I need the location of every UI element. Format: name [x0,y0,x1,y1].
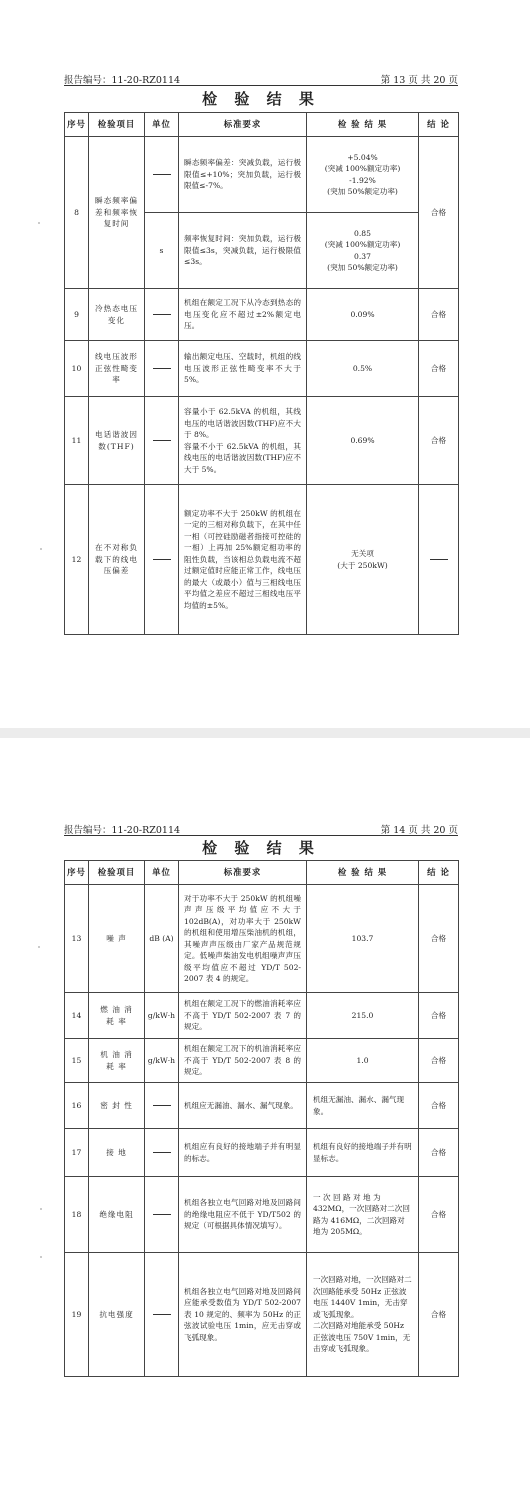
conclusion: 合格 [419,1083,459,1129]
test-result: 215.0 [307,993,419,1039]
table-row [65,289,459,341]
test-item: 线电压波形正弦性畸变率 [89,341,145,397]
dash-mark [153,368,171,369]
conclusion: 合格 [419,1039,459,1083]
standard-requirement: 对于功率不大于 250kW 的机组噪声声压级平均值应不大于 102dB(A)，对功率大于 250kW 的机组和使用增压柴油机的机组，其噪声声压级由厂家产品规范规定。低噪声柴油发电机组噪声声压级平均值应不超过 YD/T 502-2007 表 4 的规定。 [179,885,307,993]
test-result: 103.7 [307,885,419,993]
test-result: 0.09% [307,289,419,341]
dash-mark [153,174,171,175]
row-number: 14 [65,993,89,1039]
standard-requirement: 额定功率不大于 250kW 的机组在一定的三相对称负载下，在其中任一相（可控硅励磁者指接可控硅的一相）上再加 25%额定相功率的阻性负载，当该相总负载电流不超过额定值时应能正常工作，线电压的最大（或最小）值与三相线电压平均值之差应不超过三相线电压平均值的±5%。 [179,485,307,635]
standard-requirement: 机组各独立电气回路对地及回路间应能承受数值为 YD/T 502-2007 表 10 规定的、频率为 50Hz 的正弦波试验电压 1min，应无击穿或飞弧现象。 [179,1253,307,1377]
col-header-item: 检验项目 [89,861,145,885]
report-page-13 [0,0,530,728]
test-item: 抗电强度 [89,1253,145,1377]
conclusion: 合格 [419,1129,459,1177]
unit-cell: dB (A) [145,885,179,993]
conclusion-cell [419,485,459,635]
scan-speck [38,946,40,948]
row-number: 10 [65,341,89,397]
test-result: 0.85 (突减 100%额定功率) 0.37 (突加 50%额定功率) [307,213,419,289]
col-header-unit: 单位 [145,861,179,885]
col-header-item: 检验项目 [89,113,145,137]
dash-mark [153,1152,171,1153]
page-number: 第 13 页 共 20 页 [380,75,458,86]
unit-cell [145,137,179,213]
unit-cell [145,1083,179,1129]
test-item: 冷热态电压变化 [89,289,145,341]
header-rule [64,835,458,836]
header-rule [64,85,458,86]
standard-requirement: 机组在额定工况下从冷态到热态的电压变化应不超过±2%额定电压。 [179,289,307,341]
page-gap [0,728,530,738]
col-header-no: 序号 [65,861,89,885]
dash-mark [153,440,171,441]
scan-speck [38,222,40,224]
col-header-no: 序号 [65,113,89,137]
row-number: 17 [65,1129,89,1177]
conclusion: 合格 [419,1253,459,1377]
report-page-14 [0,738,530,1500]
table-row [65,1129,459,1177]
page-header [64,72,458,86]
dash-mark [153,314,171,315]
test-result: 1.0 [307,1039,419,1083]
row-number: 18 [65,1177,89,1253]
test-result: 0.5% [307,341,419,397]
dash-mark [153,1314,171,1315]
test-result: 0.69% [307,397,419,485]
standard-requirement: 输出额定电压、空载时，机组的线电压波形正弦性畸变率不大于 5%。 [179,341,307,397]
unit-cell [145,1177,179,1253]
conclusion: 合格 [419,341,459,397]
unit-cell: s [145,213,179,289]
row-number: 12 [65,485,89,635]
col-header-unit: 单位 [145,113,179,137]
results-table [64,112,459,635]
conclusion: 合格 [419,993,459,1039]
test-result: +5.04% (突减 100%额定功率) -1.92% (突加 50%额定功率) [307,137,419,213]
standard-requirement: 频率恢复时间：突加负载，运行极限值≤3s，突减负载，运行极限值≤3s。 [179,213,307,289]
test-result: 无关项 (大于 250kW) [307,485,419,635]
col-header-result: 检 验 结 果 [307,113,419,137]
test-result: 一次回路对地，一次回路对二次回路能承受 50Hz 正弦波电压 1440V 1min，无击穿或飞弧现象。 二次回路对地能承受 50Hz 正弦波电压 750V 1min，无击穿或飞弧现象。 [307,1253,419,1377]
table-row [65,485,459,635]
scan-speck [40,1256,42,1258]
standard-requirement: 瞬态频率偏差：突减负载，运行极限值≤+10%；突加负载，运行极限值≤-7%。 [179,137,307,213]
col-header-conclusion: 结 论 [419,113,459,137]
standard-requirement: 机组应无漏油、漏水、漏气现象。 [179,1083,307,1129]
row-number: 11 [65,397,89,485]
col-header-standard: 标准要求 [179,113,307,137]
unit-cell [145,397,179,485]
table-row [65,397,459,485]
unit-cell [145,1253,179,1377]
table-row [65,1039,459,1083]
table-header-row [65,113,459,137]
unit-cell [145,485,179,635]
results-table [64,860,459,1377]
scan-speck [40,1208,42,1210]
unit-cell [145,1129,179,1177]
col-header-conclusion: 结 论 [419,861,459,885]
standard-requirement: 容量小于 62.5kVA 的机组，其线电压的电话谐波因数(THF)应不大于 8%。 容量不小于 62.5kVA 的机组，其线电压的电话谐波因数(THF)应不大于 5%。 [179,397,307,485]
scan-speck [40,548,42,550]
dash-mark [153,1105,171,1106]
standard-requirement: 机组在额定工况下的燃油消耗率应不高于 YD/T 502-2007 表 7 的规定。 [179,993,307,1039]
row-number: 8 [65,137,89,289]
test-item: 接 地 [89,1129,145,1177]
page-header [64,822,458,836]
test-item: 电话谐波因数(THF) [89,397,145,485]
conclusion: 合格 [419,1177,459,1253]
row-number: 9 [65,289,89,341]
standard-requirement: 机组各独立电气回路对地及回路间的绝缘电阻应不低于 YD/T502 的规定（可根据具体情况填写）。 [179,1177,307,1253]
row-number: 16 [65,1083,89,1129]
row-number: 19 [65,1253,89,1377]
standard-requirement: 机组应有良好的接地端子并有明显的标志。 [179,1129,307,1177]
col-header-standard: 标准要求 [179,861,307,885]
table-row [65,885,459,993]
test-result: 机组有良好的接地端子并有明显标志。 [307,1129,419,1177]
table-row [65,1083,459,1129]
conclusion: 合格 [419,885,459,993]
report-number: 报告编号：11-20-RZ0114 [64,825,181,836]
table-row [65,1253,459,1377]
unit-cell [145,341,179,397]
dash-mark [430,559,448,560]
test-item: 机 油 消 耗 率 [89,1039,145,1083]
table-row [65,341,459,397]
page-title: 检 验 结 果 [202,90,320,108]
test-item: 瞬态频率偏差和频率恢复时间 [89,137,145,289]
test-item: 密 封 性 [89,1083,145,1129]
table-header-row [65,861,459,885]
dash-mark [153,559,171,560]
test-result: 机组无漏油、漏水、漏气现象。 [307,1083,419,1129]
unit-cell [145,289,179,341]
conclusion: 合格 [419,289,459,341]
test-item: 燃 油 消 耗 率 [89,993,145,1039]
table-row [65,993,459,1039]
test-result: 一 次 回 路 对 地 为 432MΩ，一次回路对二次回路为 416MΩ，二次回路对地为 205MΩ。 [307,1177,419,1253]
test-item: 绝缘电阻 [89,1177,145,1253]
table-row [65,1177,459,1253]
table-row [65,137,459,213]
row-number: 15 [65,1039,89,1083]
unit-cell: g/kW·h [145,1039,179,1083]
report-number: 报告编号：11-20-RZ0114 [64,75,181,86]
test-item: 噪 声 [89,885,145,993]
dash-mark [153,1214,171,1215]
conclusion: 合格 [419,137,459,289]
unit-cell: g/kW·h [145,993,179,1039]
standard-requirement: 机组在额定工况下的机油消耗率应不高于 YD/T 502-2007 表 8 的规定。 [179,1039,307,1083]
page-number: 第 14 页 共 20 页 [380,825,458,836]
conclusion: 合格 [419,397,459,485]
row-number: 13 [65,885,89,993]
test-item: 在不对称负载下的线电压偏差 [89,485,145,635]
col-header-result: 检 验 结 果 [307,861,419,885]
page-title: 检 验 结 果 [202,839,320,857]
